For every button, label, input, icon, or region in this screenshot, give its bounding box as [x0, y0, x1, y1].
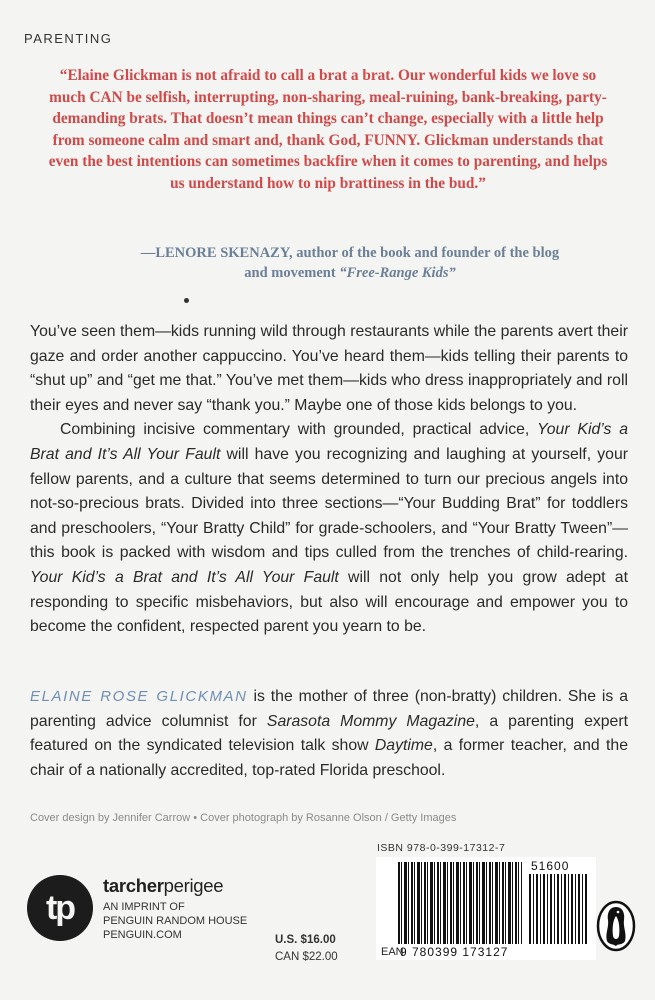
description-paragraph-2 [30, 418, 628, 639]
isbn-text: ISBN 978-0-399-17312-7 [377, 842, 506, 854]
show-title: Daytime [374, 737, 433, 755]
can-price: CAN $22.00 [275, 951, 338, 963]
book-title: Your Kid’s a Brat and It’s All Your Fault [30, 421, 628, 463]
description-text: will have you recognizing and laughing at yourself, your fellow parents, and a culture that seems determined to turn our precious angels into not-so-precious brats. Divided into three sections—“Your Budding Brat” for toddlers and preschoolers, “Your Bratty Child” for grade-schoolers, and “Your Bratty Tween”—this book is packed with wisdom and tips culled from the trenches of child-rearing. [30, 445, 628, 562]
endorsement-quote: “Elaine Glickman is not afraid to call a brat a brat. Our wonderful kids we love so much CAN be selfish, interrupting, non-sharing, meal-ruining, bank-breaking, party-demanding brats. That doesn’t mean things can’t change, especially with a little help from someone calm and smart and, thank God, FUNNY. Glickman understands that even the best intentions can sometimes backfire when it comes to parenting, and helps us understand how to nip brattiness in the bud.” [48, 67, 608, 192]
cover-credits: Cover design by Jennifer Carrow • Cover photograph by Rosanne Olson / Getty Images [30, 812, 457, 824]
publisher-imprint [103, 875, 247, 942]
attribution-title: “Free-Range Kids” [339, 265, 456, 281]
publisher-name [103, 875, 247, 897]
imprint-line: AN IMPRINT OF [103, 901, 185, 913]
bio-text: , a parenting expert featured on the syndicated television talk show [30, 712, 628, 755]
description-text: Combining incisive commentary with grounded, practical advice, [60, 421, 538, 439]
barcode-addon-digits: 51600 [531, 859, 570, 873]
imprint-lines [103, 900, 247, 942]
publisher-name-regular: perigee [163, 875, 224, 896]
description-text: will not only help you grow adept at responding to specific misbehaviors, but also will encourage and empower you to become the confident, respected parent you yearn to be. [30, 568, 628, 636]
barcode-addon-icon [529, 874, 589, 944]
ean-label: EAN [381, 946, 404, 958]
attribution-text: —LENORE SKENAZY, author of the book and founder of the blog and movement [140, 245, 560, 281]
endorsement-attribution [140, 243, 560, 283]
publisher-logo-letters: tp [45, 888, 75, 927]
bio-text: , a former teacher, and the chair of a nationally accredited, top-rated Florida preschool. [30, 737, 628, 779]
ean-number: 9 780399 173127 [400, 945, 509, 959]
magazine-title: Sarasota Mommy Magazine [266, 712, 475, 730]
publisher-name-bold: tarcher [103, 875, 164, 896]
imprint-line: PENGUIN.COM [103, 929, 182, 941]
category-label: PARENTING [24, 31, 113, 46]
bullet-dot [184, 298, 189, 303]
barcode-main-icon [398, 862, 522, 944]
bio-text: is the mother of three (non-bratty) children. She is a parenting advice columnist for [30, 688, 628, 730]
book-title: Your Kid’s a Brat and It’s All Your Fault [30, 568, 339, 586]
imprint-line: PENGUIN RANDOM HOUSE [103, 915, 248, 927]
author-name: ELAINE ROSE GLICKMAN [30, 688, 248, 705]
author-bio [30, 685, 628, 783]
book-description [30, 320, 628, 640]
penguin-logo-icon [596, 900, 636, 952]
description-paragraph-1: You’ve seen them—kids running wild through restaurants while the parents avert their gaze and order another cappuccino. You’ve heard them—kids telling their parents to “shut up” and “get me that.” You’ve met them—kids who dress inappropriately and roll their eyes and never say “thank you.” Maybe one of those kids belongs to you. [30, 323, 628, 414]
price-block [275, 932, 338, 966]
us-price: U.S. $16.00 [275, 934, 336, 946]
